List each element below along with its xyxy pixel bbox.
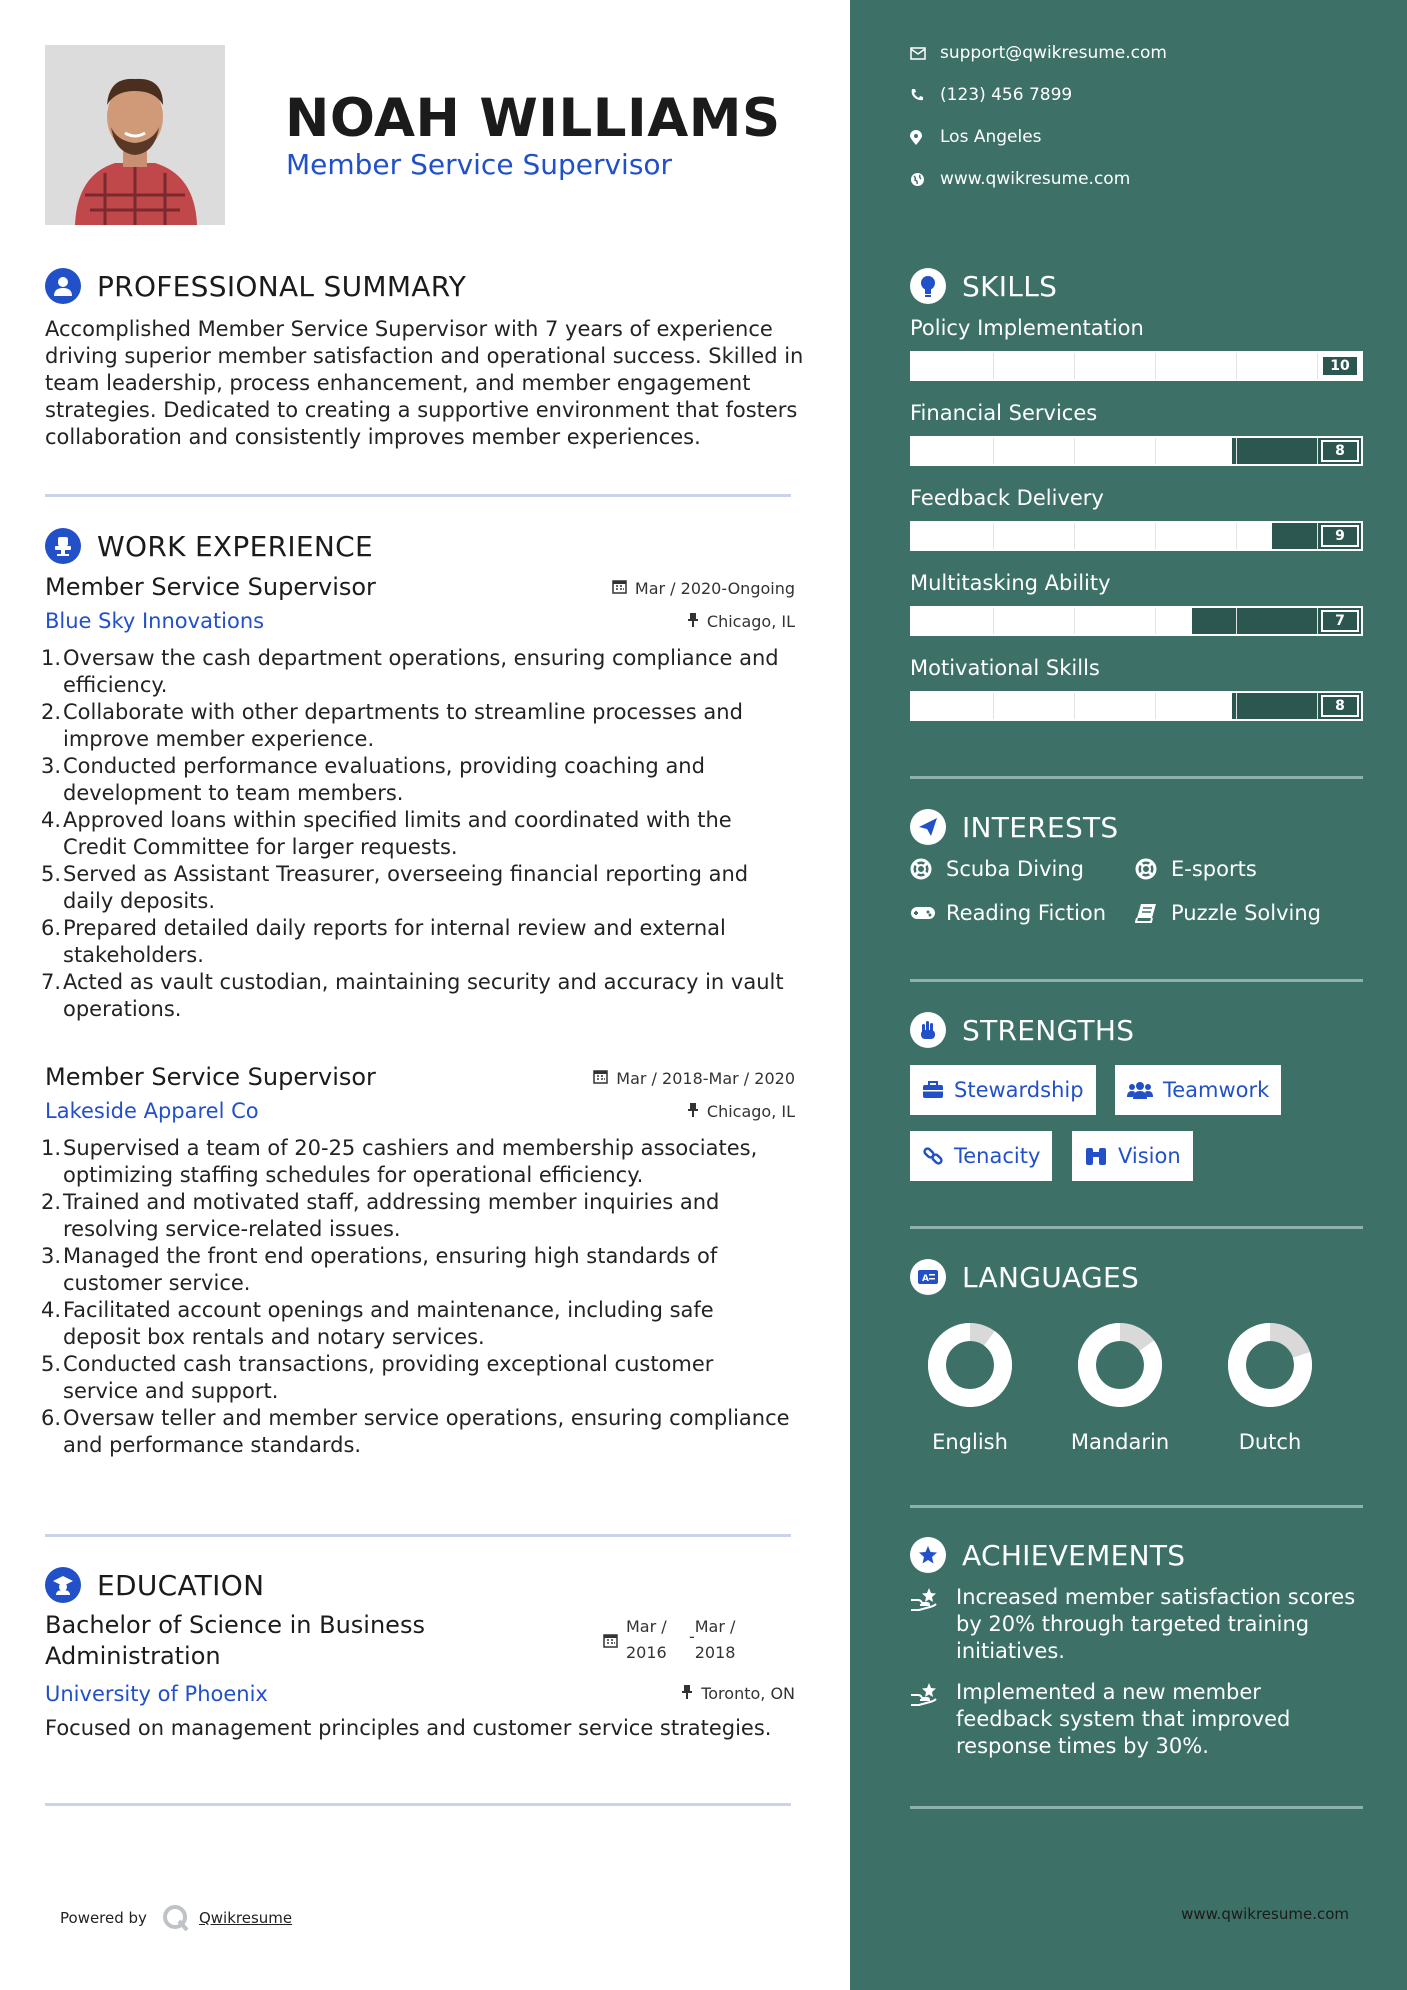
skill-bar-segment — [1155, 693, 1156, 719]
list-item: 1. Supervised a team of 20-25 cashiers and membership associates, optimizing staffing schedules for operational efficiency. — [41, 1136, 758, 1187]
strength-chip — [1115, 1065, 1281, 1115]
date-dash: - — [689, 1627, 695, 1646]
experience-heading: WORK EXPERIENCE — [97, 529, 373, 563]
interest-label: E-sports — [1171, 857, 1257, 881]
contact-website — [910, 169, 1130, 189]
job-location-text: Chicago, IL — [706, 1102, 795, 1121]
interest-item — [1135, 857, 1257, 881]
job-entry — [41, 1063, 795, 1459]
candidate-title: Member Service Supervisor — [286, 148, 673, 181]
skill-value: 7 — [1321, 610, 1359, 632]
calendar-icon — [612, 579, 627, 598]
list-item: 3. Conducted performance evaluations, providing coaching and development to team members. — [41, 754, 705, 805]
skill-bar-segment — [993, 438, 994, 464]
list-item: 4. Facilitated account openings and maintenance, including safe deposit box rentals and notary services. — [41, 1298, 714, 1349]
qwikresume-logo-icon — [161, 1903, 191, 1933]
skill-bar — [910, 436, 1363, 466]
job-date — [612, 579, 795, 598]
skill-name: Financial Services — [910, 401, 1098, 425]
language-name: Mandarin — [1070, 1430, 1170, 1454]
envelope-icon — [910, 47, 940, 60]
degree: Bachelor of Science in Business Administration — [45, 1611, 425, 1670]
summary-text: Accomplished Member Service Supervisor with 7 years of experience driving superior member satisfaction and operational success. Skilled in team leadership, process enhancement, and member engagement strategies. Dedicated to creating a supportive environment that fosters collaboration and consistently improves member experiences. — [45, 317, 804, 449]
skill-name: Motivational Skills — [910, 656, 1100, 680]
strength-chip — [1072, 1131, 1193, 1181]
strength-chip — [910, 1131, 1052, 1181]
book-icon — [1135, 903, 1171, 923]
star-hand-icon — [910, 1584, 956, 1665]
skills-section-header — [910, 266, 1057, 306]
skill-bar-segment — [1155, 608, 1156, 634]
start-year: 2016 — [626, 1643, 667, 1662]
lightbulb-icon — [910, 268, 946, 304]
skill-bar — [910, 691, 1363, 721]
strength-label: Vision — [1118, 1144, 1181, 1168]
job-company: Blue Sky Innovations — [45, 609, 265, 633]
job-date — [593, 1069, 795, 1088]
svg-text:A: A — [922, 1274, 929, 1284]
skill-bar-segment — [1155, 438, 1156, 464]
education-location-text: Toronto, ON — [701, 1684, 795, 1703]
skill-bar-segment — [1074, 523, 1075, 549]
strengths-section-header — [910, 1010, 1134, 1050]
language-item — [1200, 1320, 1340, 1454]
powered-by-label: Powered by — [60, 1909, 147, 1927]
skill-bar-fill — [912, 438, 1232, 464]
job-title: Member Service Supervisor — [45, 1063, 376, 1091]
skill-bar-fill — [912, 693, 1232, 719]
skill-bar-segment — [993, 353, 994, 379]
skill-bar-segment — [1074, 608, 1075, 634]
list-item: 6. Oversaw teller and member service operations, ensuring compliance and performance standards. — [41, 1406, 790, 1457]
users-icon — [1127, 1081, 1153, 1099]
briefcase-chair-icon — [45, 528, 81, 564]
list-item: 2. Collaborate with other departments to streamline processes and improve member experience. — [41, 700, 743, 751]
achievement-item — [910, 1679, 1360, 1760]
experience-section-header — [45, 526, 373, 566]
graduate-icon — [45, 1567, 81, 1603]
job-location-text: Chicago, IL — [706, 612, 795, 631]
skill-bar-segment — [1155, 523, 1156, 549]
skill-item — [910, 316, 1363, 381]
contact-email — [910, 43, 1167, 63]
education-section-header — [45, 1565, 264, 1605]
skill-bar-segment — [1236, 693, 1237, 719]
languages-section-header — [910, 1257, 1139, 1297]
skill-bar-segment — [1317, 608, 1318, 634]
section-divider — [910, 1226, 1363, 1229]
job-entry — [41, 573, 795, 1023]
languages-heading: LANGUAGES — [962, 1260, 1140, 1294]
skill-bar — [910, 351, 1363, 381]
lifebuoy-icon — [1135, 858, 1171, 880]
hand-icon — [910, 1012, 946, 1048]
language-item — [900, 1320, 1040, 1454]
pin-icon — [687, 612, 699, 631]
job-location — [687, 1102, 795, 1121]
strength-label: Teamwork — [1163, 1078, 1270, 1102]
qwikresume-link[interactable]: Qwikresume — [198, 1909, 293, 1927]
profile-photo — [45, 45, 225, 225]
globe-icon — [910, 172, 940, 187]
star-hand-icon — [910, 1679, 956, 1760]
language-level-arc — [937, 1332, 1003, 1398]
email-text[interactable]: support@qwikresume.com — [940, 43, 1167, 63]
job-date-text: Mar / 2020-Ongoing — [634, 579, 795, 598]
skill-item — [910, 656, 1363, 721]
interest-item — [910, 857, 1084, 881]
location-text: Los Angeles — [940, 127, 1042, 147]
end-month: Mar / — [694, 1617, 736, 1636]
achievements-section-header — [910, 1535, 1185, 1575]
skill-item — [910, 401, 1363, 466]
job-duties-list — [41, 645, 795, 1023]
job-title: Member Service Supervisor — [45, 573, 376, 601]
achievement-text: Increased member satisfaction scores by 20% through targeted training initiatives. — [956, 1585, 1356, 1663]
list-item: 5. Served as Assistant Treasurer, overseeing financial reporting and daily deposits. — [41, 862, 749, 913]
star-badge-icon — [910, 1537, 946, 1573]
skill-bar-segment — [1074, 438, 1075, 464]
job-company: Lakeside Apparel Co — [45, 1099, 259, 1123]
end-year: 2018 — [694, 1643, 736, 1662]
briefcase-icon — [922, 1081, 944, 1099]
language-name: English — [932, 1430, 1008, 1454]
skill-bar-segment — [1317, 523, 1318, 549]
start-month: Mar / — [626, 1617, 667, 1636]
strength-label: Stewardship — [954, 1078, 1084, 1102]
skill-bar-segment — [1236, 353, 1237, 379]
skill-bar-segment — [1236, 523, 1237, 549]
section-divider — [910, 776, 1363, 779]
link-icon — [922, 1145, 944, 1167]
skill-bar-segment — [1317, 693, 1318, 719]
pin-icon — [681, 1684, 693, 1703]
interest-item — [910, 901, 1106, 925]
skill-bar-segment — [1074, 693, 1075, 719]
skill-item — [910, 486, 1363, 551]
skill-value: 8 — [1321, 440, 1359, 462]
education-heading: EDUCATION — [97, 1568, 265, 1602]
summary-heading: PROFESSIONAL SUMMARY — [97, 269, 467, 303]
skill-bar-segment — [1317, 438, 1318, 464]
section-divider — [910, 979, 1363, 982]
language-card-icon — [910, 1259, 946, 1295]
section-divider — [45, 1534, 791, 1537]
lifebuoy-icon — [910, 858, 946, 880]
calendar-icon — [603, 1630, 618, 1666]
list-item: 1. Oversaw the cash department operations, ensuring compliance and efficiency. — [41, 646, 779, 697]
skill-name: Feedback Delivery — [910, 486, 1104, 510]
phone-icon — [910, 88, 940, 102]
education-description: Focused on management principles and customer service strategies. — [45, 1716, 772, 1740]
candidate-name: NOAH WILLIAMS — [285, 88, 781, 149]
powered-by — [60, 1903, 292, 1933]
section-divider — [45, 494, 791, 497]
skill-bar-segment — [993, 693, 994, 719]
list-item: 2. Trained and motivated staff, addressing member inquiries and resolving service-related issues. — [41, 1190, 720, 1241]
summary-section-header — [45, 266, 466, 306]
list-item: 6. Prepared detailed daily reports for internal review and external stakeholders. — [41, 916, 726, 967]
language-item — [1050, 1320, 1190, 1454]
education-location — [681, 1684, 795, 1703]
skill-bar-segment — [1155, 353, 1156, 379]
map-marker-icon — [910, 130, 940, 145]
skill-name: Multitasking Ability — [910, 571, 1111, 595]
strength-label: Tenacity — [954, 1144, 1041, 1168]
footer-website[interactable]: www.qwikresume.com — [1181, 1905, 1349, 1923]
contact-phone — [910, 85, 1072, 105]
job-duties-list — [41, 1135, 795, 1459]
contact-location — [910, 127, 1042, 147]
list-item: 7. Acted as vault custodian, maintaining security and accuracy in vault operations. — [41, 970, 784, 1021]
skill-value: 8 — [1321, 695, 1359, 717]
interest-label: Reading Fiction — [946, 901, 1107, 925]
section-divider — [910, 1505, 1363, 1508]
language-donut — [1225, 1320, 1315, 1410]
skill-bar-segment — [1074, 353, 1075, 379]
skills-heading: SKILLS — [962, 269, 1058, 303]
website-text[interactable]: www.qwikresume.com — [940, 169, 1131, 189]
strengths-heading: STRENGTHS — [962, 1013, 1135, 1047]
list-item: 5. Conducted cash transactions, providing exceptional customer service and support. — [41, 1352, 714, 1403]
education-entry — [45, 1610, 795, 1740]
interests-heading: INTERESTS — [962, 810, 1119, 844]
binoculars-icon — [1084, 1146, 1108, 1166]
user-circle-icon — [45, 268, 81, 304]
skill-item — [910, 571, 1363, 636]
interest-label: Scuba Diving — [946, 857, 1084, 881]
skill-value: 9 — [1321, 525, 1359, 547]
school: University of Phoenix — [45, 1682, 268, 1706]
interest-label: Puzzle Solving — [1171, 901, 1321, 925]
language-name: Dutch — [1238, 1430, 1302, 1454]
list-item: 3. Managed the front end operations, ensuring high standards of customer service. — [41, 1244, 718, 1295]
skill-bar-segment — [993, 523, 994, 549]
section-divider — [910, 1806, 1363, 1809]
skill-bar-segment — [1236, 608, 1237, 634]
gamepad-icon — [910, 905, 946, 921]
calendar-icon — [593, 1069, 608, 1088]
skill-bar-fill — [912, 353, 1361, 379]
skill-bar-fill — [912, 523, 1272, 549]
person-photo-icon — [45, 45, 225, 225]
sidebar — [850, 0, 1407, 1990]
skill-bar-segment — [1236, 438, 1237, 464]
education-dates — [603, 1614, 735, 1666]
skill-bar-segment — [1317, 353, 1318, 379]
list-item: 4. Approved loans within specified limits and coordinated with the Credit Committee for larger requests. — [41, 808, 732, 859]
achievement-text: Implemented a new member feedback system that improved response times by 30%. — [956, 1680, 1291, 1758]
job-location — [687, 612, 795, 631]
achievements-heading: ACHIEVEMENTS — [962, 1538, 1186, 1572]
skill-value: 10 — [1321, 355, 1359, 377]
pin-icon — [687, 1102, 699, 1121]
job-date-text: Mar / 2018-Mar / 2020 — [616, 1069, 795, 1088]
paper-plane-icon — [910, 809, 946, 845]
achievement-item — [910, 1584, 1360, 1665]
phone-text: (123) 456 7899 — [940, 85, 1073, 105]
skill-bar — [910, 606, 1363, 636]
section-divider — [45, 1803, 791, 1806]
skill-bar — [910, 521, 1363, 551]
language-donut — [925, 1320, 1015, 1410]
skill-name: Policy Implementation — [910, 316, 1144, 340]
strength-chip — [910, 1065, 1096, 1115]
interests-section-header — [910, 807, 1119, 847]
interest-item — [1135, 901, 1321, 925]
skill-bar-fill — [912, 608, 1192, 634]
skill-bar-segment — [993, 608, 994, 634]
language-donut — [1075, 1320, 1165, 1410]
